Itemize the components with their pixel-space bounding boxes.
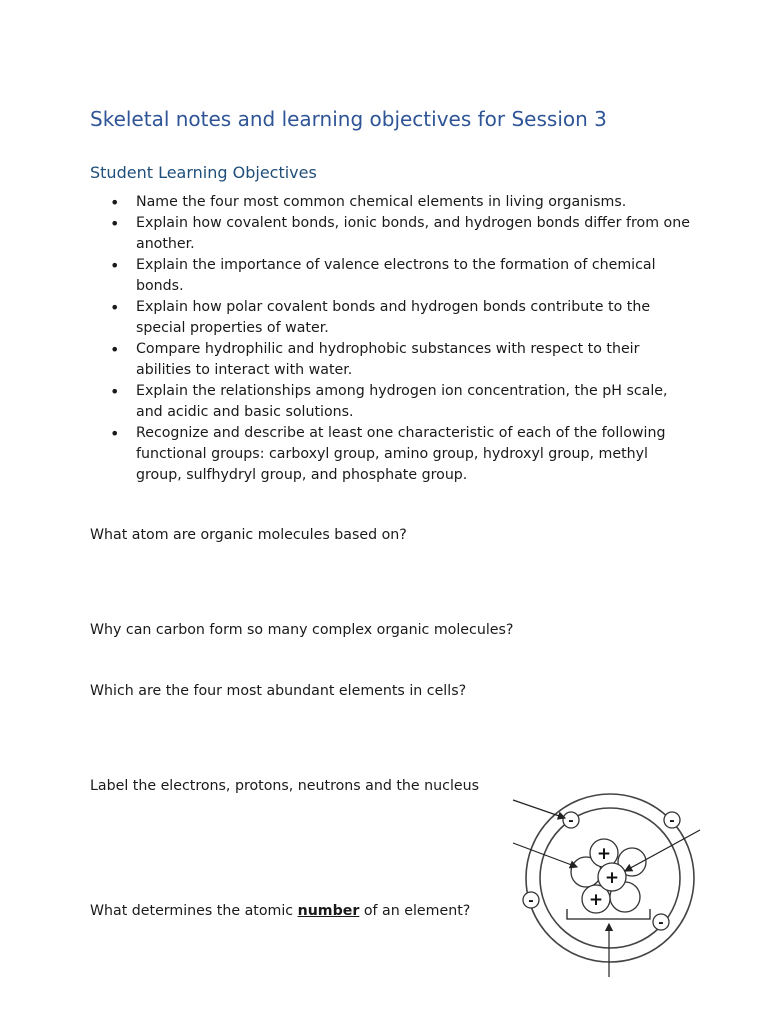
objective-item: • Name the four most common chemical elements in living organisms. <box>90 192 690 213</box>
question-organic-atom: What atom are organic molecules based on? <box>90 527 407 543</box>
objective-item: • Explain how polar covalent bonds and hydrogen bonds contribute to the special properties of water. <box>90 297 690 339</box>
electron-sign: - <box>528 894 534 909</box>
electron-pointer-line <box>513 800 565 818</box>
electron <box>653 914 669 931</box>
emphasized-word: number <box>297 903 360 919</box>
question-label-atom: Label the electrons, protons, neutrons and the nucleus <box>90 778 479 794</box>
electron-sign: - <box>568 814 574 829</box>
objective-item: • Explain how covalent bonds, ionic bonds, and hydrogen bonds differ from one another. <box>90 213 690 255</box>
section-heading: Student Learning Objectives <box>90 163 317 182</box>
electron <box>563 812 579 829</box>
page-title: Skeletal notes and learning objectives for Session 3 <box>90 107 607 131</box>
proton-sign: + <box>588 890 604 910</box>
electron <box>664 812 680 829</box>
electron-sign: - <box>669 814 675 829</box>
objectives-list <box>90 192 690 486</box>
question-text-start: What determines the atomic <box>90 903 298 919</box>
question-text-end: of an element? <box>359 903 471 919</box>
question-carbon-complexity: Why can carbon form so many complex organic molecules? <box>90 622 514 638</box>
nucleus <box>571 839 646 913</box>
proton-pointer-line <box>513 843 577 867</box>
nucleus-bracket <box>567 909 650 919</box>
electron-sign: - <box>658 916 664 931</box>
atom-diagram <box>505 785 715 985</box>
objective-item: • Compare hydrophilic and hydrophobic substances with respect to their abilities to interact with water. <box>90 339 690 381</box>
question-atomic-number <box>90 903 470 919</box>
proton-sign: + <box>604 868 620 888</box>
objective-item: • Explain the importance of valence electrons to the formation of chemical bonds. <box>90 255 690 297</box>
electron <box>523 892 539 909</box>
objective-item: • Explain the relationships among hydrogen ion concentration, the pH scale, and acidic and basic solutions. <box>90 381 690 423</box>
objective-item: • Recognize and describe at least one characteristic of each of the following functional groups: carboxyl group, amino group, hydroxyl group, methyl group, sulfhydryl group, and phosphate group. <box>90 423 690 486</box>
question-abundant-elements: Which are the four most abundant elements in cells? <box>90 683 467 699</box>
proton-sign: + <box>596 844 612 864</box>
